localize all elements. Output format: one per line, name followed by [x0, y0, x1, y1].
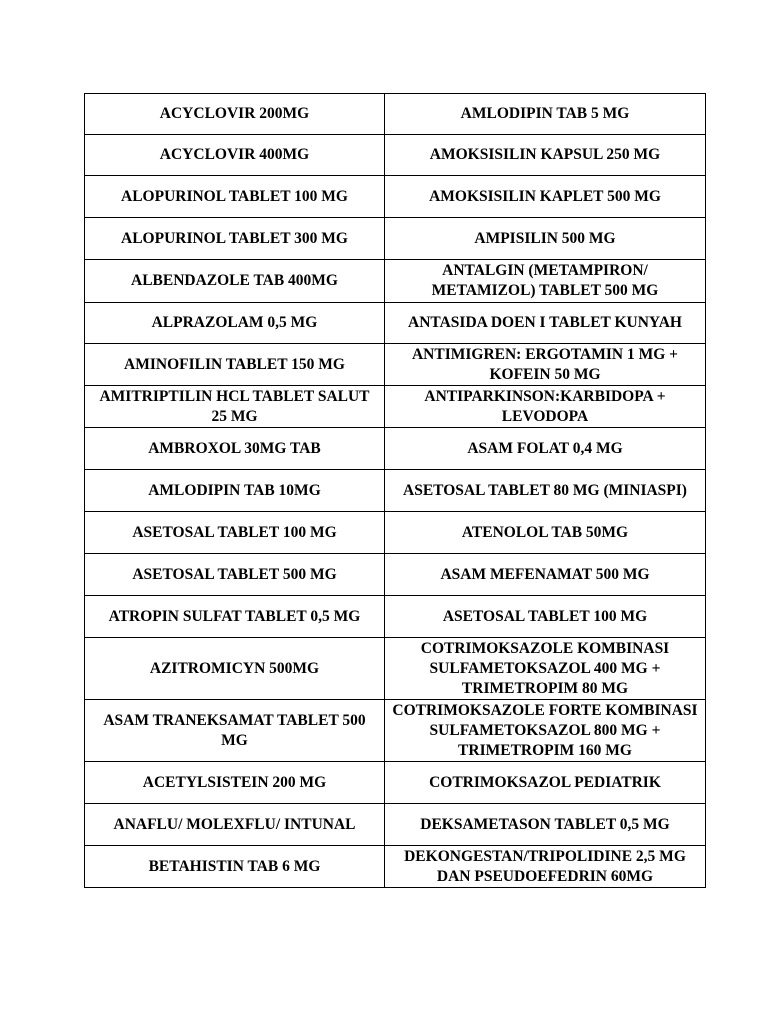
medicine-cell-left: ASETOSAL TABLET 500 MG [85, 554, 385, 596]
medicine-cell-left: BETAHISTIN TAB 6 MG [85, 846, 385, 888]
medicine-cell-left: ALPRAZOLAM 0,5 MG [85, 303, 385, 344]
medicine-cell-left: AMBROXOL 30MG TAB [85, 428, 385, 470]
medicine-table-body [85, 94, 706, 888]
table-row [85, 804, 706, 846]
table-row [85, 260, 706, 303]
table-row [85, 386, 706, 428]
medicine-cell-right: ASETOSAL TABLET 80 MG (MINIASPI) [385, 470, 706, 512]
medicine-cell-left: AMITRIPTILIN HCL TABLET SALUT 25 MG [85, 386, 385, 428]
table-row [85, 554, 706, 596]
medicine-table [84, 93, 706, 888]
medicine-cell-left: AZITROMICYN 500MG [85, 638, 385, 700]
medicine-cell-left: ALOPURINOL TABLET 100 MG [85, 176, 385, 218]
medicine-cell-right: ANTALGIN (METAMPIRON/ METAMIZOL) TABLET 500 MG [385, 260, 706, 303]
table-row [85, 638, 706, 700]
table-row [85, 135, 706, 176]
medicine-cell-left: ACYCLOVIR 400MG [85, 135, 385, 176]
medicine-cell-left: ALOPURINOL TABLET 300 MG [85, 218, 385, 260]
table-row [85, 762, 706, 804]
medicine-cell-right: AMOKSISILIN KAPLET 500 MG [385, 176, 706, 218]
table-row [85, 176, 706, 218]
medicine-cell-right: COTRIMOKSAZOL PEDIATRIK [385, 762, 706, 804]
medicine-cell-right: ATENOLOL TAB 50MG [385, 512, 706, 554]
medicine-cell-left: ASAM TRANEKSAMAT TABLET 500 MG [85, 700, 385, 762]
medicine-cell-right: AMLODIPIN TAB 5 MG [385, 94, 706, 135]
table-row [85, 344, 706, 386]
medicine-cell-left: ACETYLSISTEIN 200 MG [85, 762, 385, 804]
medicine-cell-right: ANTASIDA DOEN I TABLET KUNYAH [385, 303, 706, 344]
table-row [85, 94, 706, 135]
table-row [85, 596, 706, 638]
medicine-cell-right: ASAM MEFENAMAT 500 MG [385, 554, 706, 596]
table-row [85, 218, 706, 260]
medicine-cell-right: ANTIPARKINSON:KARBIDOPA + LEVODOPA [385, 386, 706, 428]
medicine-cell-left: ASETOSAL TABLET 100 MG [85, 512, 385, 554]
medicine-cell-left: AMLODIPIN TAB 10MG [85, 470, 385, 512]
medicine-cell-right: COTRIMOKSAZOLE FORTE KOMBINASI SULFAMETOKSAZOL 800 MG + TRIMETROPIM 160 MG [385, 700, 706, 762]
medicine-cell-left: ANAFLU/ MOLEXFLU/ INTUNAL [85, 804, 385, 846]
medicine-cell-right: DEKONGESTAN/TRIPOLIDINE 2,5 MG DAN PSEUDOEFEDRIN 60MG [385, 846, 706, 888]
medicine-cell-right: ASETOSAL TABLET 100 MG [385, 596, 706, 638]
medicine-cell-right: ASAM FOLAT 0,4 MG [385, 428, 706, 470]
table-row [85, 428, 706, 470]
medicine-cell-left: ACYCLOVIR 200MG [85, 94, 385, 135]
medicine-cell-right: ANTIMIGREN: ERGOTAMIN 1 MG + KOFEIN 50 MG [385, 344, 706, 386]
medicine-cell-right: COTRIMOKSAZOLE KOMBINASI SULFAMETOKSAZOL 400 MG + TRIMETROPIM 80 MG [385, 638, 706, 700]
table-row [85, 303, 706, 344]
table-row [85, 512, 706, 554]
medicine-cell-left: AMINOFILIN TABLET 150 MG [85, 344, 385, 386]
table-row [85, 470, 706, 512]
table-row [85, 846, 706, 888]
medicine-cell-left: ATROPIN SULFAT TABLET 0,5 MG [85, 596, 385, 638]
medicine-cell-right: DEKSAMETASON TABLET 0,5 MG [385, 804, 706, 846]
table-row [85, 700, 706, 762]
medicine-cell-left: ALBENDAZOLE TAB 400MG [85, 260, 385, 303]
medicine-cell-right: AMPISILIN 500 MG [385, 218, 706, 260]
medicine-cell-right: AMOKSISILIN KAPSUL 250 MG [385, 135, 706, 176]
